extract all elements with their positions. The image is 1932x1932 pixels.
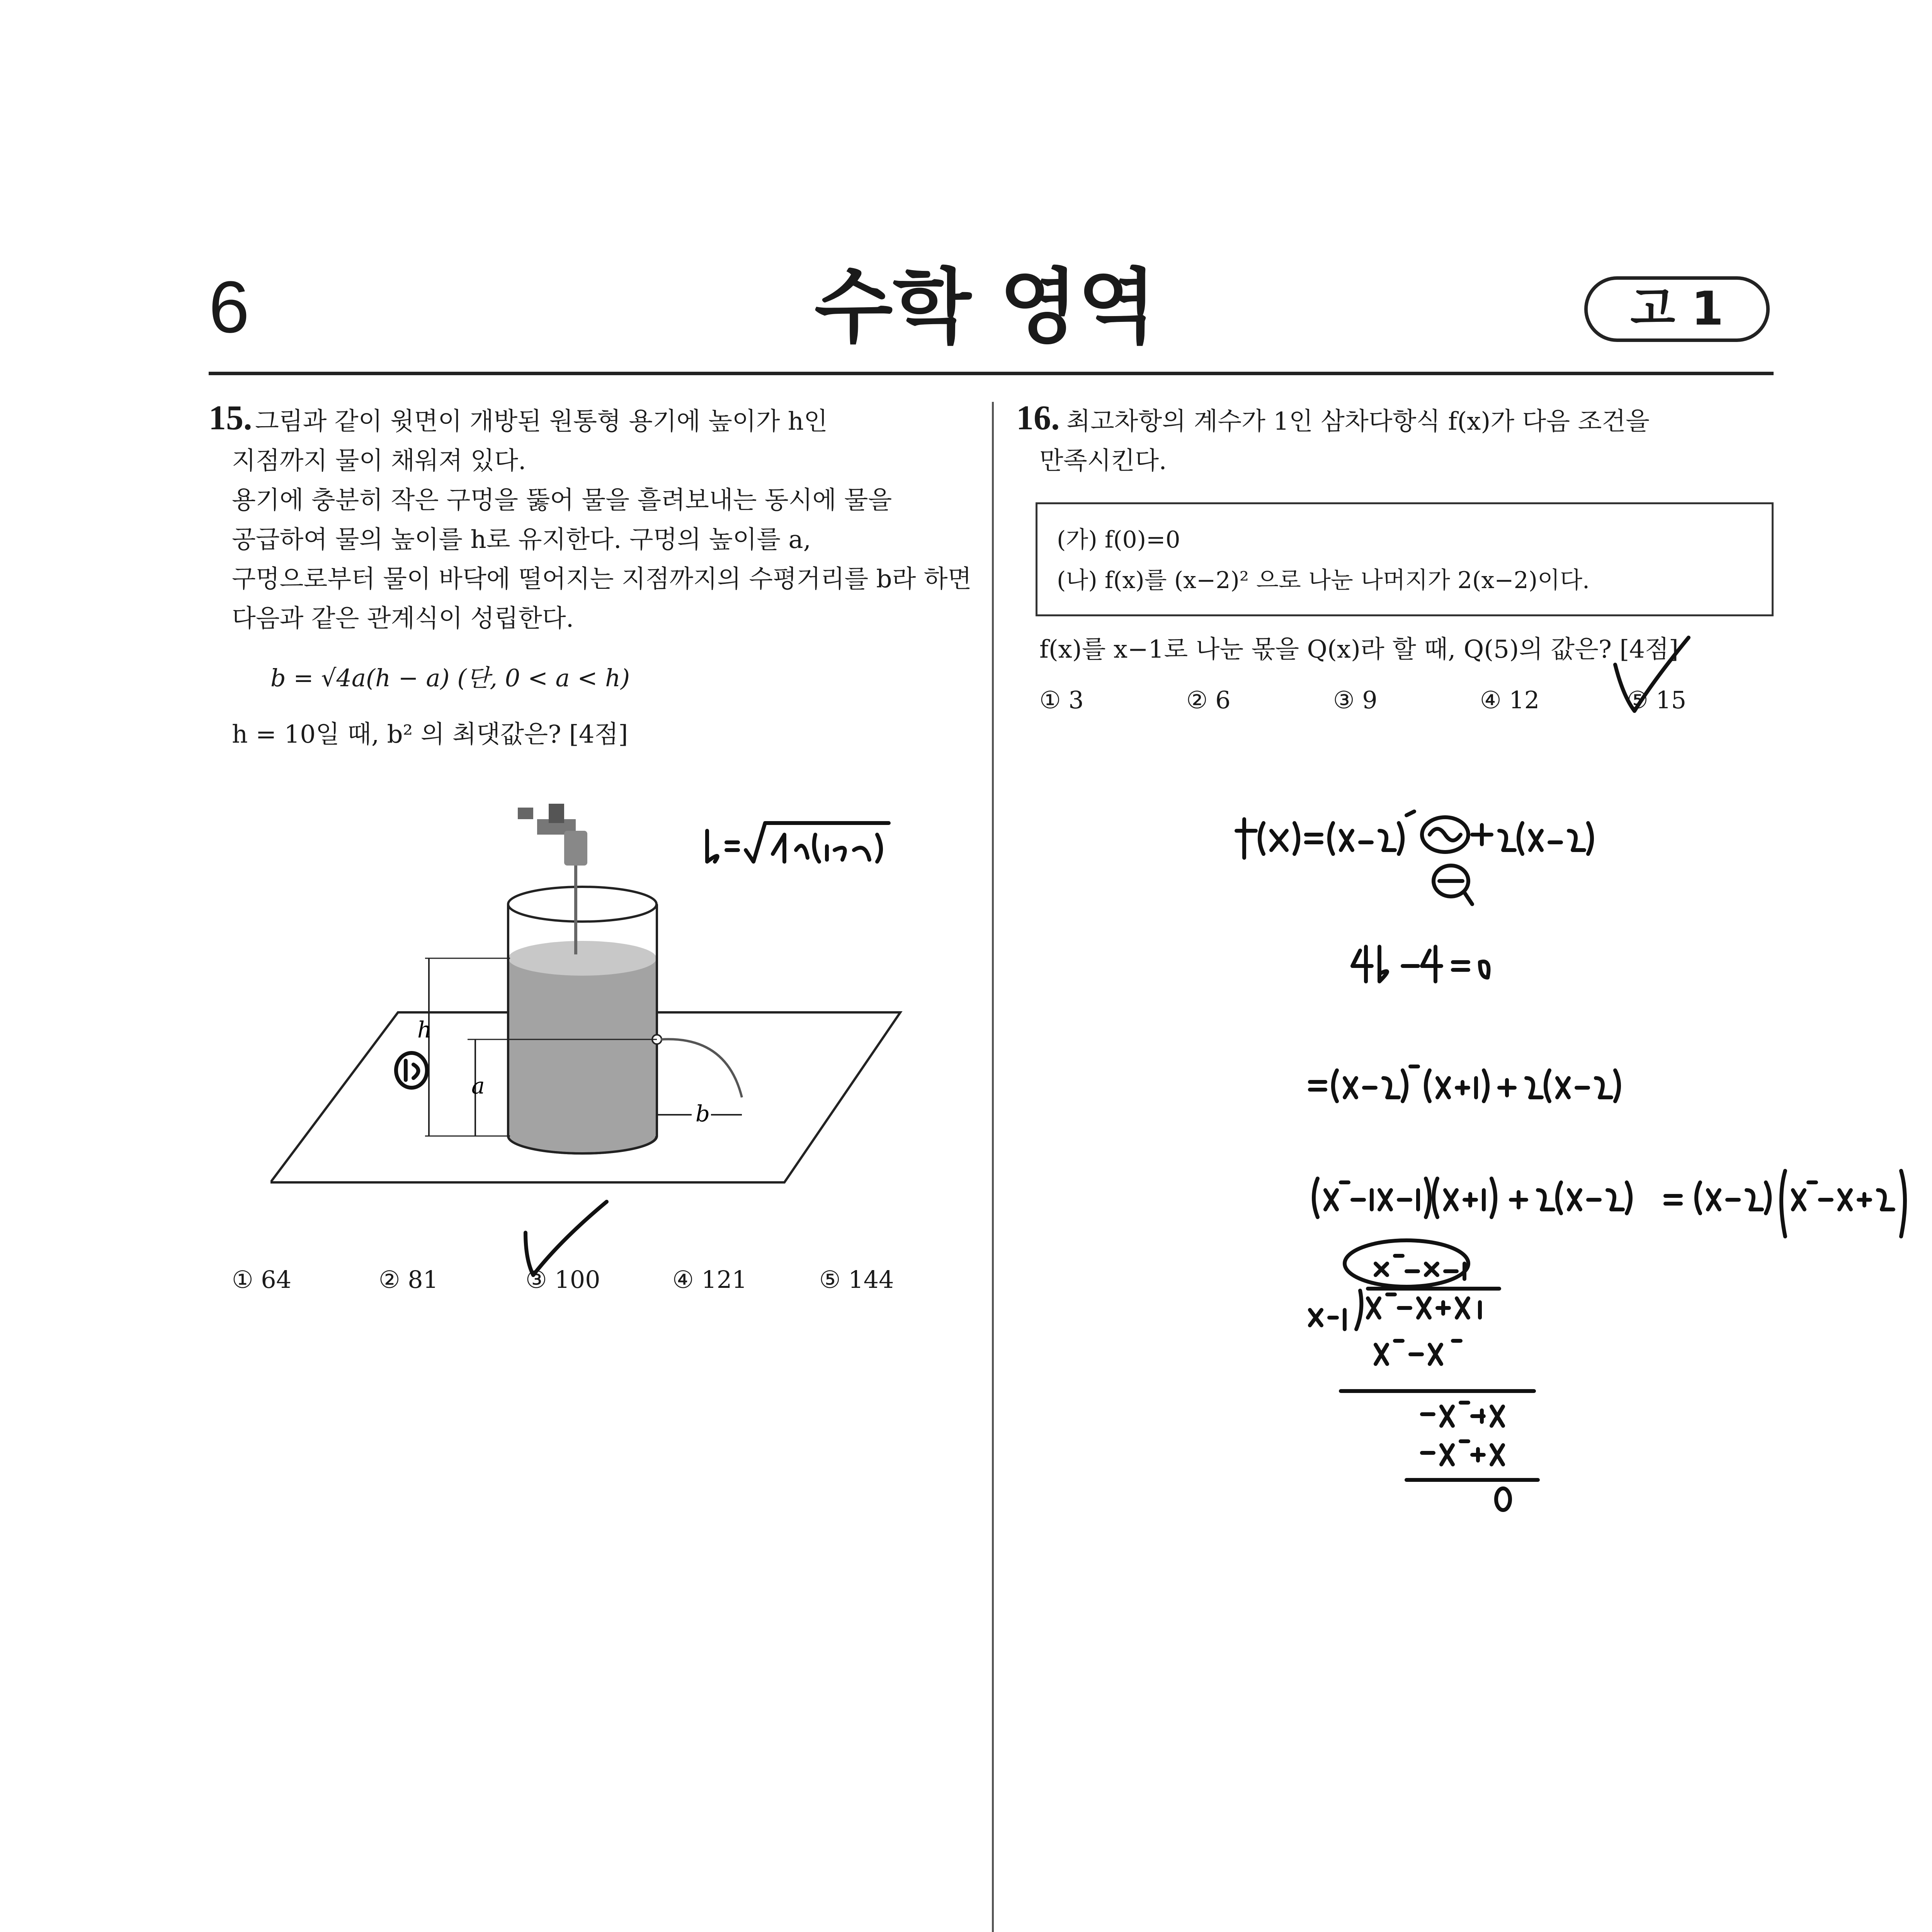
q16-choice-1[interactable]: ① 3 <box>1039 686 1084 714</box>
q15-line-4: 공급하여 물의 높이를 h로 유지한다. 구멍의 높이를 a, <box>232 526 811 554</box>
page-number: 6 <box>209 266 250 348</box>
q15-choice-4[interactable]: ④ 121 <box>672 1265 747 1294</box>
q15-choice-1[interactable]: ① 64 <box>232 1265 292 1294</box>
h-label: h <box>417 1017 432 1043</box>
handwriting-q16-line-2 <box>1352 947 1489 981</box>
handwriting-circled-quotient <box>1345 1240 1468 1287</box>
grade-badge: 고 1 <box>1584 276 1770 342</box>
q15-choice-2[interactable]: ② 81 <box>379 1265 439 1294</box>
q16-question: f(x)를 x−1로 나눈 몫을 Q(x)라 할 때, Q(5)의 값은? [4점] <box>1039 635 1679 664</box>
q16-condition-ga: (가) f(0)=0 <box>1057 526 1180 553</box>
q15-line-6: 다음과 같은 관계식이 성립한다. <box>232 604 574 633</box>
q15-line-3: 용기에 충분히 작은 구멍을 뚫어 물을 흘려보내는 동시에 물을 <box>232 486 892 515</box>
q16-line-1: 최고차항의 계수가 1인 삼차다항식 f(x)가 다음 조건을 <box>1066 407 1650 436</box>
b-label: b <box>696 1100 710 1127</box>
q16-condition-na: (나) f(x)를 (x−2)² 으로 나눈 나머지가 2(x−2)이다. <box>1057 567 1590 594</box>
q15-question: h = 10일 때, b² 의 최댓값은? [4점] <box>232 720 628 749</box>
q15-line-1: 그림과 같이 윗면이 개방된 원통형 용기에 높이가 h인 <box>255 407 828 436</box>
q15-choice-3[interactable]: ③ 100 <box>526 1265 600 1294</box>
q15-number: 15. <box>209 399 252 437</box>
handwriting-checkmark-q15-icon <box>526 1202 607 1275</box>
q16-choice-4[interactable]: ④ 12 <box>1480 686 1540 714</box>
handwriting-q16-line-4 <box>1314 1171 1905 1236</box>
q16-line-2: 만족시킨다. <box>1039 447 1167 475</box>
q15-formula: b = √4a(h − a) (단, 0 < a < h) <box>270 664 630 692</box>
handwriting-q16-line-3 <box>1310 1066 1619 1101</box>
handwriting-long-division <box>1310 1291 1480 1329</box>
q15-line-2: 지점까지 물이 채워져 있다. <box>232 447 526 475</box>
q16-choice-5[interactable]: ⑤ 15 <box>1627 686 1687 714</box>
q16-number: 16. <box>1016 399 1060 437</box>
handwriting-circled-10 <box>396 1053 427 1088</box>
handwriting-checkmark-q16-icon <box>1615 638 1689 711</box>
q15-choice-5[interactable]: ⑤ 144 <box>819 1265 894 1294</box>
subject-title: 수학 영역 <box>814 260 1156 354</box>
a-label: a <box>471 1073 485 1099</box>
handwriting-q15-formula <box>707 823 889 862</box>
q16-choice-3[interactable]: ③ 9 <box>1333 686 1378 714</box>
q15-line-5: 구멍으로부터 물이 바닥에 떨어지는 지점까지의 수평거리를 b라 하면 <box>232 565 972 594</box>
q16-choice-2[interactable]: ② 6 <box>1186 686 1231 714</box>
handwriting-q16-line-1 <box>1236 811 1414 858</box>
